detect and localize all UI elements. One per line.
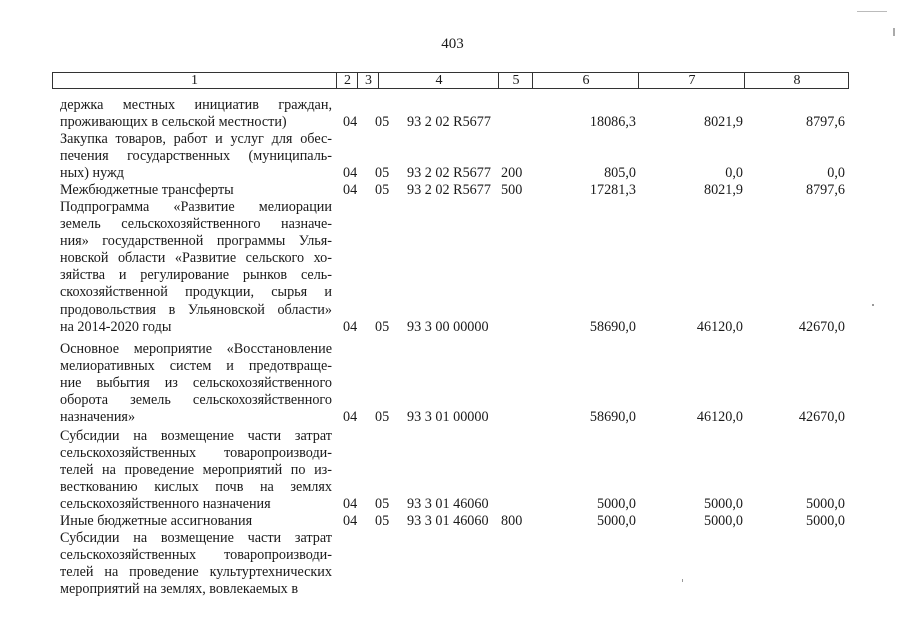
amount-col-8: 42670,0: [798, 409, 845, 426]
amount-col-6: 17281,3: [589, 182, 636, 198]
row-description: [60, 513, 332, 530]
row-description: [60, 530, 332, 598]
table-header: [52, 72, 849, 89]
section-code: 04: [343, 165, 358, 182]
description-line: Основное мероприятие «Восстановление: [60, 341, 332, 357]
subsection-code: 05: [375, 513, 390, 529]
amount-col-8: 42670,0: [798, 318, 845, 335]
description-line: Субсидии на возмещение части затрат: [60, 428, 332, 444]
scan-mark: [857, 11, 887, 12]
amount-col-7: 0,0: [725, 165, 743, 182]
target-article-code: 93 2 02 R5677: [407, 165, 491, 182]
description-line: проживающих в сельской местности): [60, 114, 287, 131]
description-line: продовольствия в Ульяновской области»: [60, 301, 332, 318]
row-description: [60, 428, 332, 513]
header-col-4: 4: [378, 73, 499, 88]
section-code: 04: [343, 496, 358, 513]
header-col-6: 6: [532, 73, 639, 88]
amount-col-7: 8021,9: [703, 114, 743, 131]
header-col-8: 8: [744, 73, 849, 88]
subsection-code: 05: [375, 182, 390, 198]
expense-type-code: 800: [501, 513, 523, 529]
amount-col-8: 5000,0: [805, 496, 845, 513]
amount-col-7: 8021,9: [703, 182, 743, 198]
description-line: оборота земель сельскохозяйственного: [60, 392, 332, 409]
description-line: на 2014-2020 годы: [60, 318, 172, 335]
amount-col-8: 8797,6: [805, 114, 845, 131]
description-line: ных) нужд: [60, 165, 125, 182]
target-article-code: 93 3 01 46060: [407, 513, 489, 529]
section-code: 04: [343, 182, 358, 198]
expense-type-code: 200: [501, 165, 523, 182]
description-line: печения государственных (муниципаль-: [60, 148, 332, 165]
description-line: телей на проведение культуртехнических: [60, 564, 332, 581]
amount-col-7: 5000,0: [703, 496, 743, 513]
header-col-2: 2: [336, 73, 358, 88]
header-col-7: 7: [638, 73, 745, 88]
amount-col-6: 18086,3: [589, 114, 636, 131]
amount-col-6: 805,0: [604, 165, 636, 182]
row-description: [60, 131, 332, 182]
description-line: земель сельскохозяйственного назначе-: [60, 216, 332, 233]
row-description: [60, 97, 332, 131]
description-line: Закупка товаров, работ и услуг для обес-: [60, 131, 332, 147]
description-line: ние выбытия из сельскохозяйственного: [60, 375, 332, 392]
row-description: [60, 341, 332, 426]
amount-col-7: 46120,0: [696, 318, 743, 335]
description-line: телей на проведение мероприятий по из-: [60, 462, 332, 479]
subsection-code: 05: [375, 409, 390, 426]
description-line: зяйства и регулирование рынков сель-: [60, 267, 332, 284]
section-code: 04: [343, 318, 358, 335]
target-article-code: 93 3 01 46060: [407, 496, 489, 513]
amount-col-6: 5000,0: [596, 496, 636, 513]
subsection-code: 05: [375, 165, 390, 182]
subsection-code: 05: [375, 318, 390, 335]
scan-mark: [872, 304, 874, 306]
description-line: сельскохозяйственных товаропроизводи-: [60, 445, 332, 462]
row-description: [60, 182, 332, 199]
amount-col-7: 5000,0: [703, 513, 743, 529]
description-line: держка местных инициатив граждан,: [60, 97, 332, 113]
amount-col-8: 5000,0: [805, 513, 845, 529]
description-line: Подпрограмма «Развитие мелиорации: [60, 199, 332, 215]
header-col-1: 1: [191, 73, 198, 88]
scan-mark: [682, 579, 683, 582]
section-code: 04: [343, 513, 358, 529]
description-line: сельскохозяйственных товаропроизводи-: [60, 547, 332, 564]
header-col-3: 3: [357, 73, 379, 88]
target-article-code: 93 3 01 00000: [407, 409, 489, 426]
description-line: Иные бюджетные ассигнования: [60, 513, 253, 529]
amount-col-8: 0,0: [827, 165, 845, 182]
row-description: [60, 199, 332, 336]
description-line: ния» государственной программы Улья-: [60, 233, 332, 250]
description-line: скохозяйственной продукции, сырья и: [60, 284, 332, 301]
subsection-code: 05: [375, 496, 390, 513]
amount-col-6: 58690,0: [589, 409, 636, 426]
description-line: весткованию кислых почв на землях: [60, 479, 332, 496]
amount-col-6: 58690,0: [589, 318, 636, 335]
expense-type-code: 500: [501, 182, 523, 198]
target-article-code: 93 2 02 R5677: [407, 114, 491, 131]
page-number: 403: [441, 36, 464, 52]
section-code: 04: [343, 114, 358, 131]
description-line: Субсидии на возмещение части затрат: [60, 530, 332, 546]
target-article-code: 93 2 02 R5677: [407, 182, 491, 198]
description-line: мелиоративных систем и предотвраще-: [60, 358, 332, 375]
description-line: назначения»: [60, 409, 136, 426]
description-line: сельскохозяйственного назначения: [60, 496, 271, 513]
target-article-code: 93 3 00 00000: [407, 318, 489, 335]
header-col-5: 5: [498, 73, 533, 88]
section-code: 04: [343, 409, 358, 426]
amount-col-6: 5000,0: [596, 513, 636, 529]
scan-mark: [893, 28, 895, 36]
description-line: мероприятий на землях, вовлекаемых в: [60, 581, 299, 598]
description-line: Межбюджетные трансферты: [60, 182, 234, 198]
amount-col-7: 46120,0: [696, 409, 743, 426]
subsection-code: 05: [375, 114, 390, 131]
description-line: новской области «Развитие сельского хо-: [60, 250, 332, 267]
amount-col-8: 8797,6: [805, 182, 845, 198]
